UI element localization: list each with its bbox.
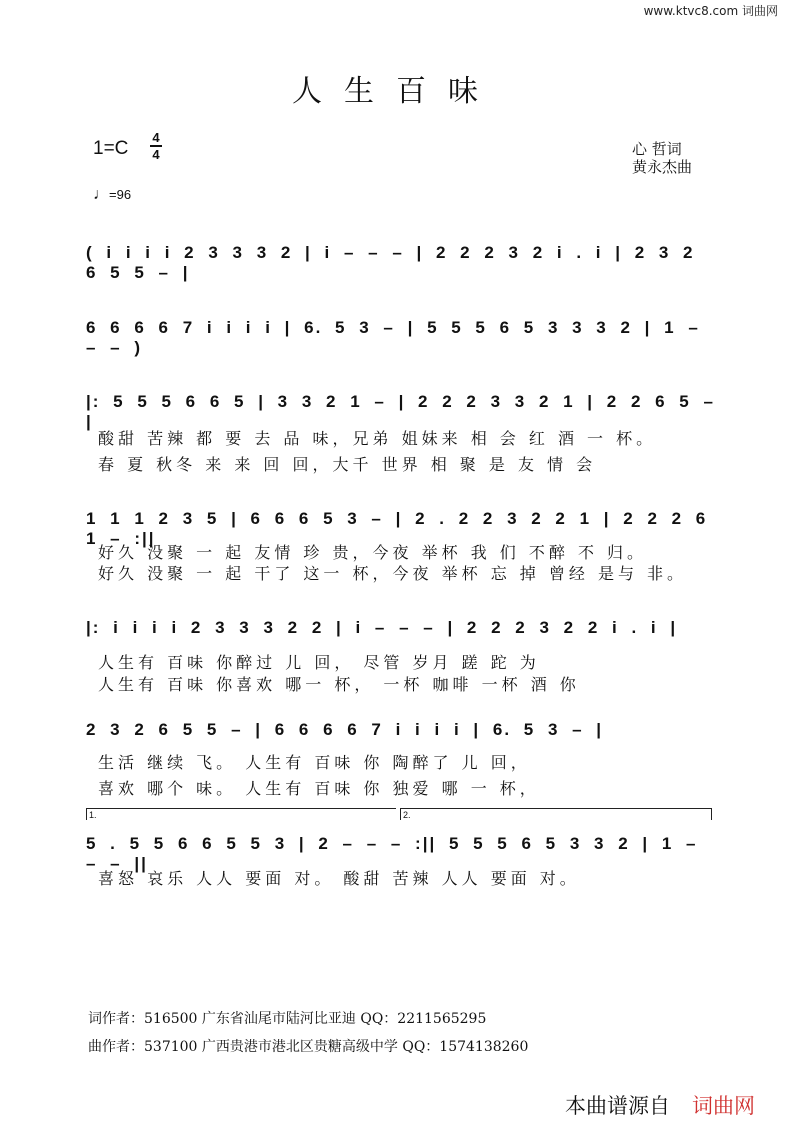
staff-line-1: ( i i i i 2 3 3 3 2 | i – – – | 2 2 2 3 2 i . i | 2 3 2 6 5 5 – | bbox=[86, 243, 695, 282]
time-signature-top: 4 bbox=[152, 130, 160, 145]
watermark: www.ktvc8.com 词曲网 bbox=[643, 4, 778, 18]
volta-tick bbox=[711, 808, 712, 820]
staff-line-7: 5 . 5 5 6 6 5 5 3 | 2 – – – :|| 5 5 5 6 5 3 3 2 | 1 – – – || bbox=[86, 834, 698, 873]
time-signature bbox=[150, 131, 162, 161]
staff-line-4: 1 1 1 2 3 5 | 6 6 6 5 3 – | 2 . 2 2 3 2 2 1 | 2 2 2 6 1 – :|| bbox=[86, 509, 708, 548]
source-site-link[interactable]: 词曲网 bbox=[692, 1094, 755, 1118]
volta-tick bbox=[86, 808, 87, 820]
lyric-line: 喜欢 哪个 味。 人生有 百味 你 独爱 哪 一 杯， bbox=[98, 779, 540, 798]
staff-line-5: |: i i i i 2 3 3 3 2 2 | i – – – | 2 2 2 3 2 2 i . i | bbox=[86, 618, 678, 637]
lyric-line: 喜怒 哀乐 人人 要面 对。 酸甜 苦辣 人人 要面 对。 bbox=[98, 869, 580, 888]
lyric-line: 人生有 百味 你喜欢 哪一 杯， 一杯 咖啡 一杯 酒 你 bbox=[98, 675, 580, 694]
staff-line-6: 2 3 2 6 5 5 – | 6 6 6 6 7 i i i i | 6. 5 3 – | bbox=[86, 720, 604, 739]
source-label: 本曲谱源自 bbox=[565, 1094, 670, 1118]
lyric-line: 好久 没聚 一 起 干了 这一 杯，今夜 举杯 忘 掉 曾经 是与 非。 bbox=[98, 564, 688, 583]
tempo-mark bbox=[93, 186, 131, 204]
quarter-note-icon: ♩ bbox=[93, 186, 109, 203]
volta-tick bbox=[400, 808, 401, 820]
song-title: 人生百味 bbox=[292, 74, 500, 109]
lyricist-credit: 心 哲词 bbox=[632, 140, 682, 158]
volta-bracket-1 bbox=[86, 808, 396, 809]
tempo-value: =96 bbox=[109, 187, 132, 202]
lyric-line: 酸甜 苦辣 都 要 去 品 味，兄弟 姐妹来 相 会 红 酒 一 杯。 bbox=[98, 429, 657, 448]
volta-label-1: 1. bbox=[89, 810, 97, 820]
lyric-line: 春 夏 秋冬 来 来 回 回，大千 世界 相 聚 是 友 情 会 bbox=[98, 455, 597, 474]
composer-contact: 曲作者：537100 广西贵港市港北区贵糖高级中学 QQ：1574138260 bbox=[88, 1039, 529, 1055]
volta-label-2: 2. bbox=[403, 810, 411, 820]
source-notice bbox=[565, 1090, 755, 1120]
staff-line-2: 6 6 6 6 7 i i i i | 6. 5 3 – | 5 5 5 6 5 3 3 3 2 | 1 – – – ) bbox=[86, 318, 700, 357]
lyric-line: 好久 没聚 一 起 友情 珍 贵，今夜 举杯 我 们 不醉 不 归。 bbox=[98, 543, 648, 562]
key-signature: 1=C bbox=[93, 138, 129, 159]
lyricist-contact: 词作者：516500 广东省汕尾市陆河比亚迪 QQ：2211565295 bbox=[88, 1011, 487, 1027]
composer-credit: 黄永杰曲 bbox=[632, 158, 693, 176]
lyric-line: 生活 继续 飞。 人生有 百味 你 陶醉了 儿 回， bbox=[98, 753, 531, 772]
staff-line-3: |: 5 5 5 6 6 5 | 3 3 2 1 – | 2 2 2 3 3 2 1 | 2 2 6 5 – | bbox=[86, 392, 715, 431]
lyric-line: 人生有 百味 你醉过 儿 回， 尽管 岁月 蹉 跎 为 bbox=[98, 653, 540, 672]
volta-bracket-2 bbox=[400, 808, 712, 809]
time-signature-bottom: 4 bbox=[152, 146, 160, 162]
